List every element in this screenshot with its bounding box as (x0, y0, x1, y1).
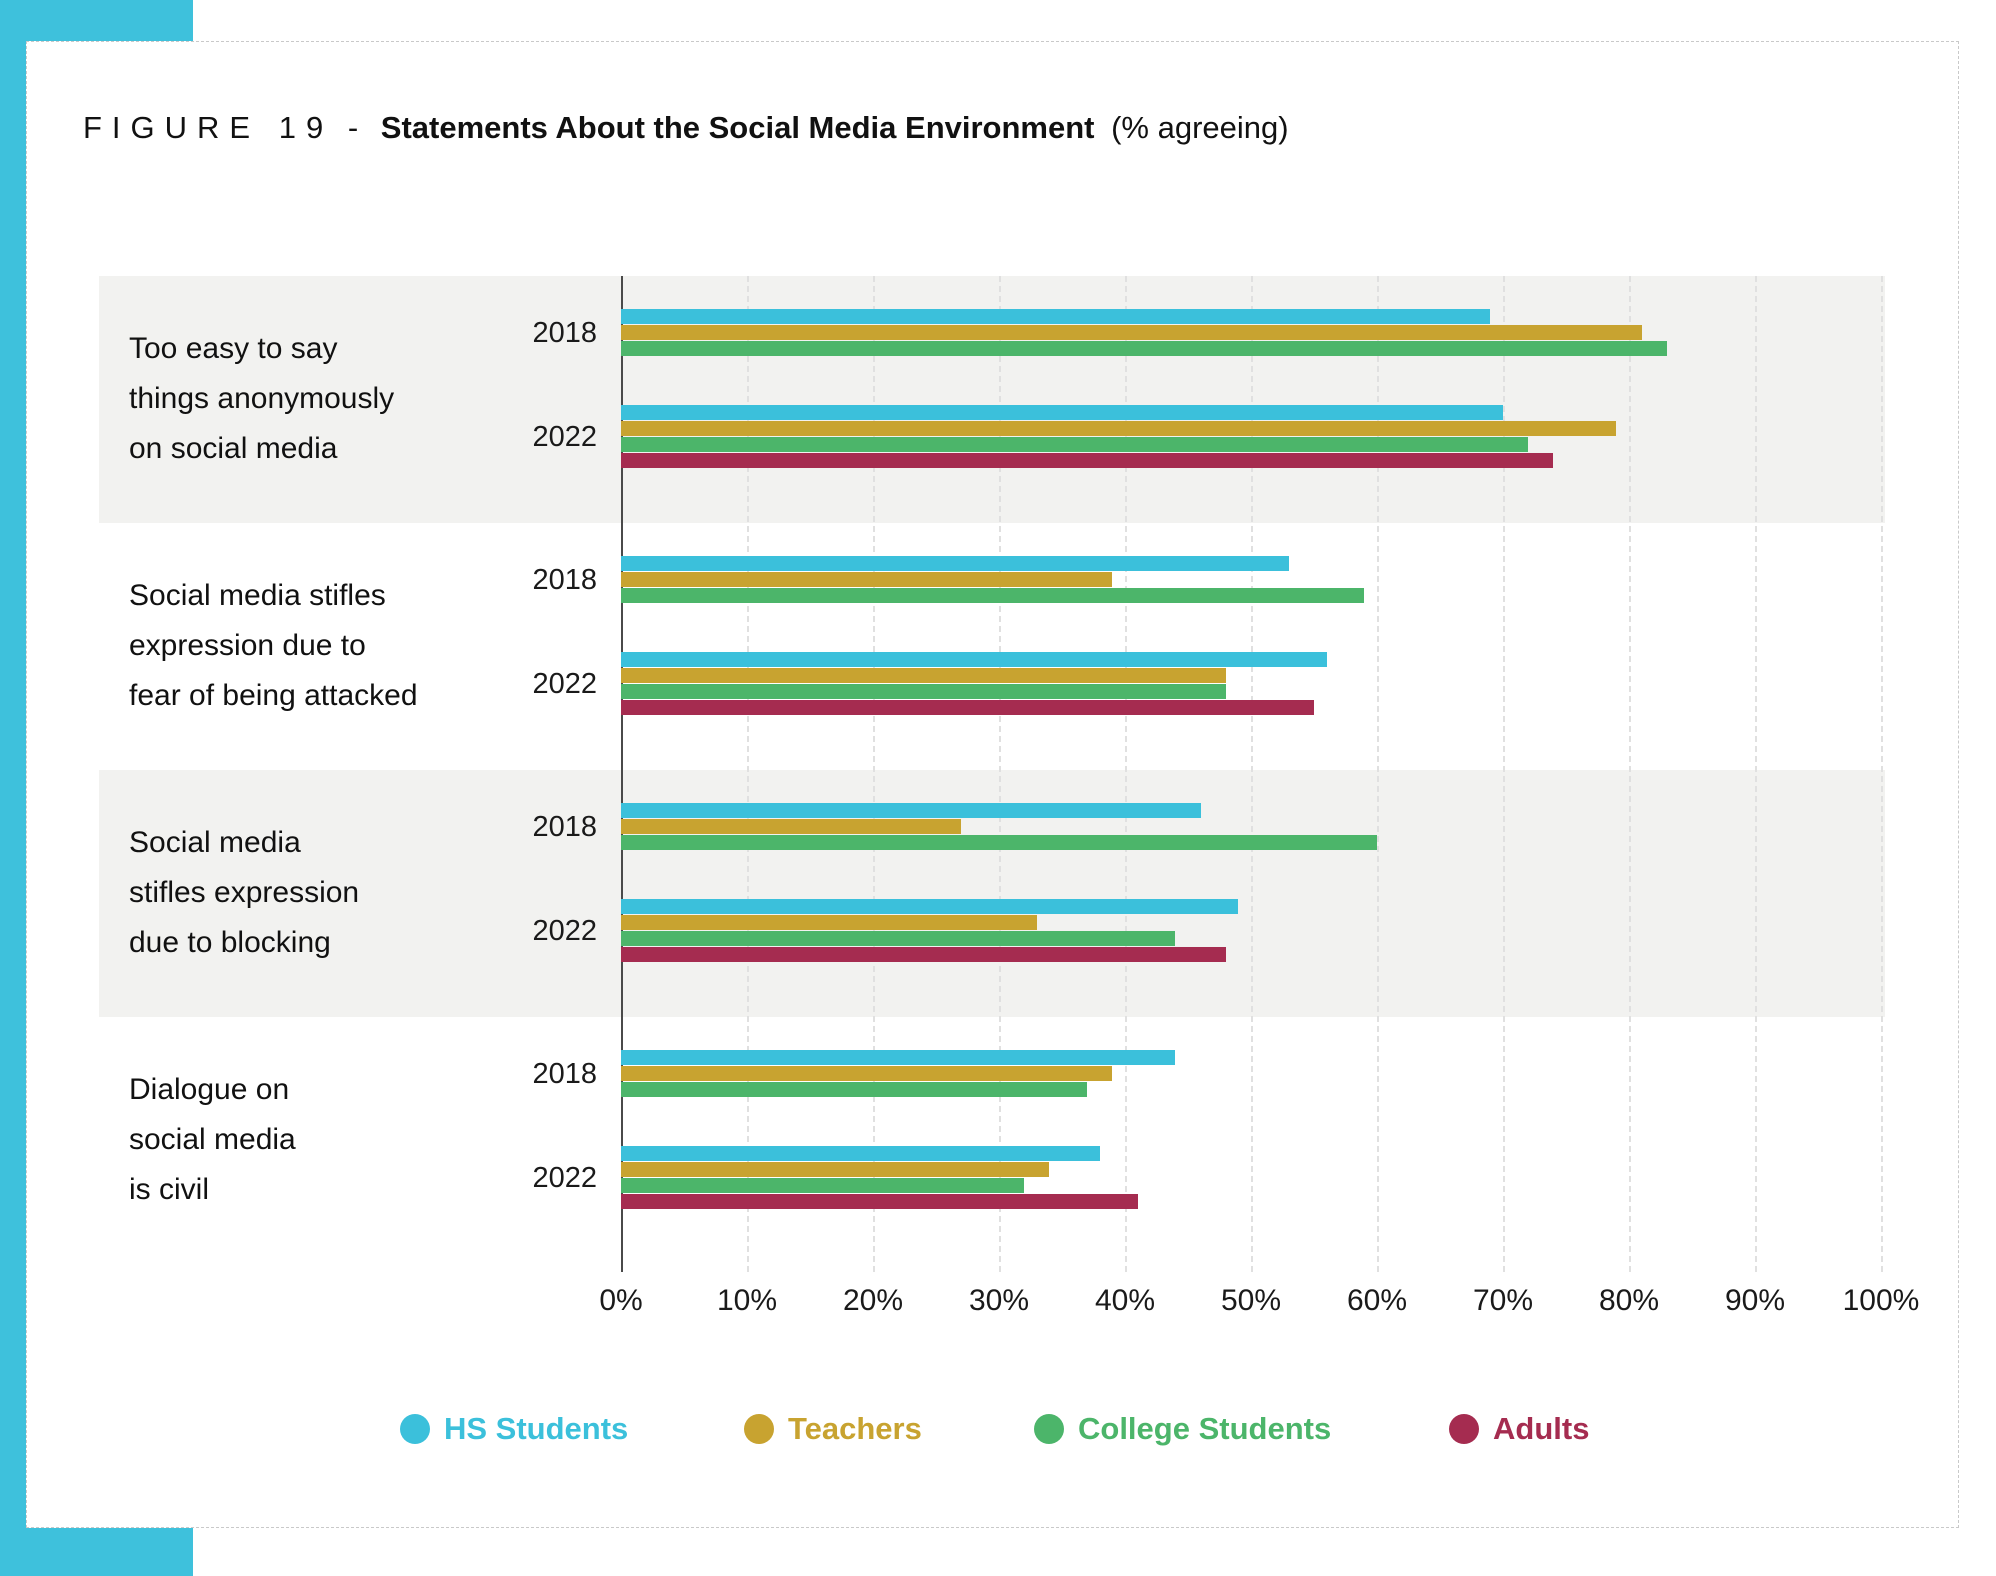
bar-hs-students-2022 (621, 899, 1238, 914)
year-label-2022: 2022 (532, 1162, 597, 1194)
statement-label-line: due to blocking (129, 926, 331, 959)
year-label-2022: 2022 (532, 915, 597, 947)
legend-dot-teachers (744, 1414, 774, 1444)
gridline-100% (1881, 276, 1883, 1272)
bar-college-students-2022 (621, 437, 1528, 452)
bar-adults-2022 (621, 947, 1226, 962)
statement-label-line: Too easy to say (129, 332, 338, 365)
bar-college-students-2022 (621, 684, 1226, 699)
figure-title-separator: - (347, 110, 359, 145)
bar-teachers-2022 (621, 421, 1616, 436)
year-label-2022: 2022 (532, 668, 597, 700)
chart (27, 42, 1958, 1527)
statement-label-line: things anonymously (129, 382, 395, 415)
bar-teachers-2018 (621, 572, 1112, 587)
legend-label-teachers: Teachers (788, 1411, 922, 1446)
statement-label-line: Social media stifles (129, 579, 386, 612)
bar-college-students-2018 (621, 1082, 1087, 1097)
x-tick-label-60%: 60% (1346, 1284, 1408, 1317)
x-tick-label-90%: 90% (1724, 1284, 1786, 1317)
x-tick-label-80%: 80% (1598, 1284, 1660, 1317)
year-label-2018: 2018 (532, 811, 597, 843)
bar-hs-students-2018 (621, 556, 1289, 571)
bar-teachers-2022 (621, 1162, 1049, 1177)
bar-college-students-2022 (621, 931, 1175, 946)
bar-hs-students-2018 (621, 803, 1201, 818)
bar-college-students-2018 (621, 588, 1364, 603)
left-accent-bar (0, 0, 27, 1576)
figure-card (26, 41, 1959, 1528)
statement-label-line: is civil (129, 1173, 209, 1206)
x-tick-label-10%: 10% (716, 1284, 778, 1317)
statement-label-line: fear of being attacked (129, 679, 418, 712)
x-tick-label-100%: 100% (1842, 1284, 1920, 1317)
bar-hs-students-2022 (621, 1146, 1100, 1161)
bar-teachers-2022 (621, 915, 1037, 930)
statement-label-line: social media (129, 1123, 296, 1156)
bar-adults-2022 (621, 700, 1314, 715)
bottom-left-accent-block (0, 1527, 193, 1576)
bar-hs-students-2022 (621, 405, 1503, 420)
x-tick-label-30%: 30% (968, 1284, 1030, 1317)
gridline-80% (1629, 276, 1631, 1272)
year-label-2018: 2018 (532, 564, 597, 596)
x-tick-label-50%: 50% (1220, 1284, 1282, 1317)
year-label-2018: 2018 (532, 317, 597, 349)
top-left-accent-block (0, 0, 193, 41)
x-tick-label-0%: 0% (599, 1284, 643, 1317)
year-label-2022: 2022 (532, 421, 597, 453)
statement-label-line: Dialogue on (129, 1073, 290, 1106)
legend-label-adults: Adults (1493, 1411, 1590, 1446)
x-tick-label-70%: 70% (1472, 1284, 1534, 1317)
legend-label-hs-students: HS Students (444, 1411, 629, 1446)
bar-hs-students-2018 (621, 309, 1490, 324)
figure-number: FIGURE 19 (83, 110, 334, 145)
bar-adults-2022 (621, 1194, 1138, 1209)
statement-label-line: Social media (129, 826, 301, 859)
statement-label-line: stifles expression (129, 876, 360, 909)
bar-college-students-2018 (621, 835, 1377, 850)
bar-college-students-2018 (621, 341, 1667, 356)
figure-title-subtitle: (% agreeing) (1111, 110, 1289, 145)
bar-hs-students-2018 (621, 1050, 1175, 1065)
bar-teachers-2018 (621, 819, 961, 834)
legend-label-college-students: College Students (1078, 1411, 1332, 1446)
bar-teachers-2018 (621, 325, 1642, 340)
statement-label-line: on social media (129, 432, 338, 465)
x-tick-label-40%: 40% (1094, 1284, 1156, 1317)
gridline-90% (1755, 276, 1757, 1272)
bar-adults-2022 (621, 453, 1553, 468)
legend-dot-adults (1449, 1414, 1479, 1444)
bar-teachers-2022 (621, 668, 1226, 683)
bar-teachers-2018 (621, 1066, 1112, 1081)
year-label-2018: 2018 (532, 1058, 597, 1090)
statement-label-line: expression due to (129, 629, 366, 662)
legend-dot-college-students (1034, 1414, 1064, 1444)
x-tick-label-20%: 20% (842, 1284, 904, 1317)
figure-title-text: Statements About the Social Media Environment (380, 110, 1095, 145)
legend-dot-hs-students (400, 1414, 430, 1444)
bar-hs-students-2022 (621, 652, 1327, 667)
bar-college-students-2022 (621, 1178, 1024, 1193)
